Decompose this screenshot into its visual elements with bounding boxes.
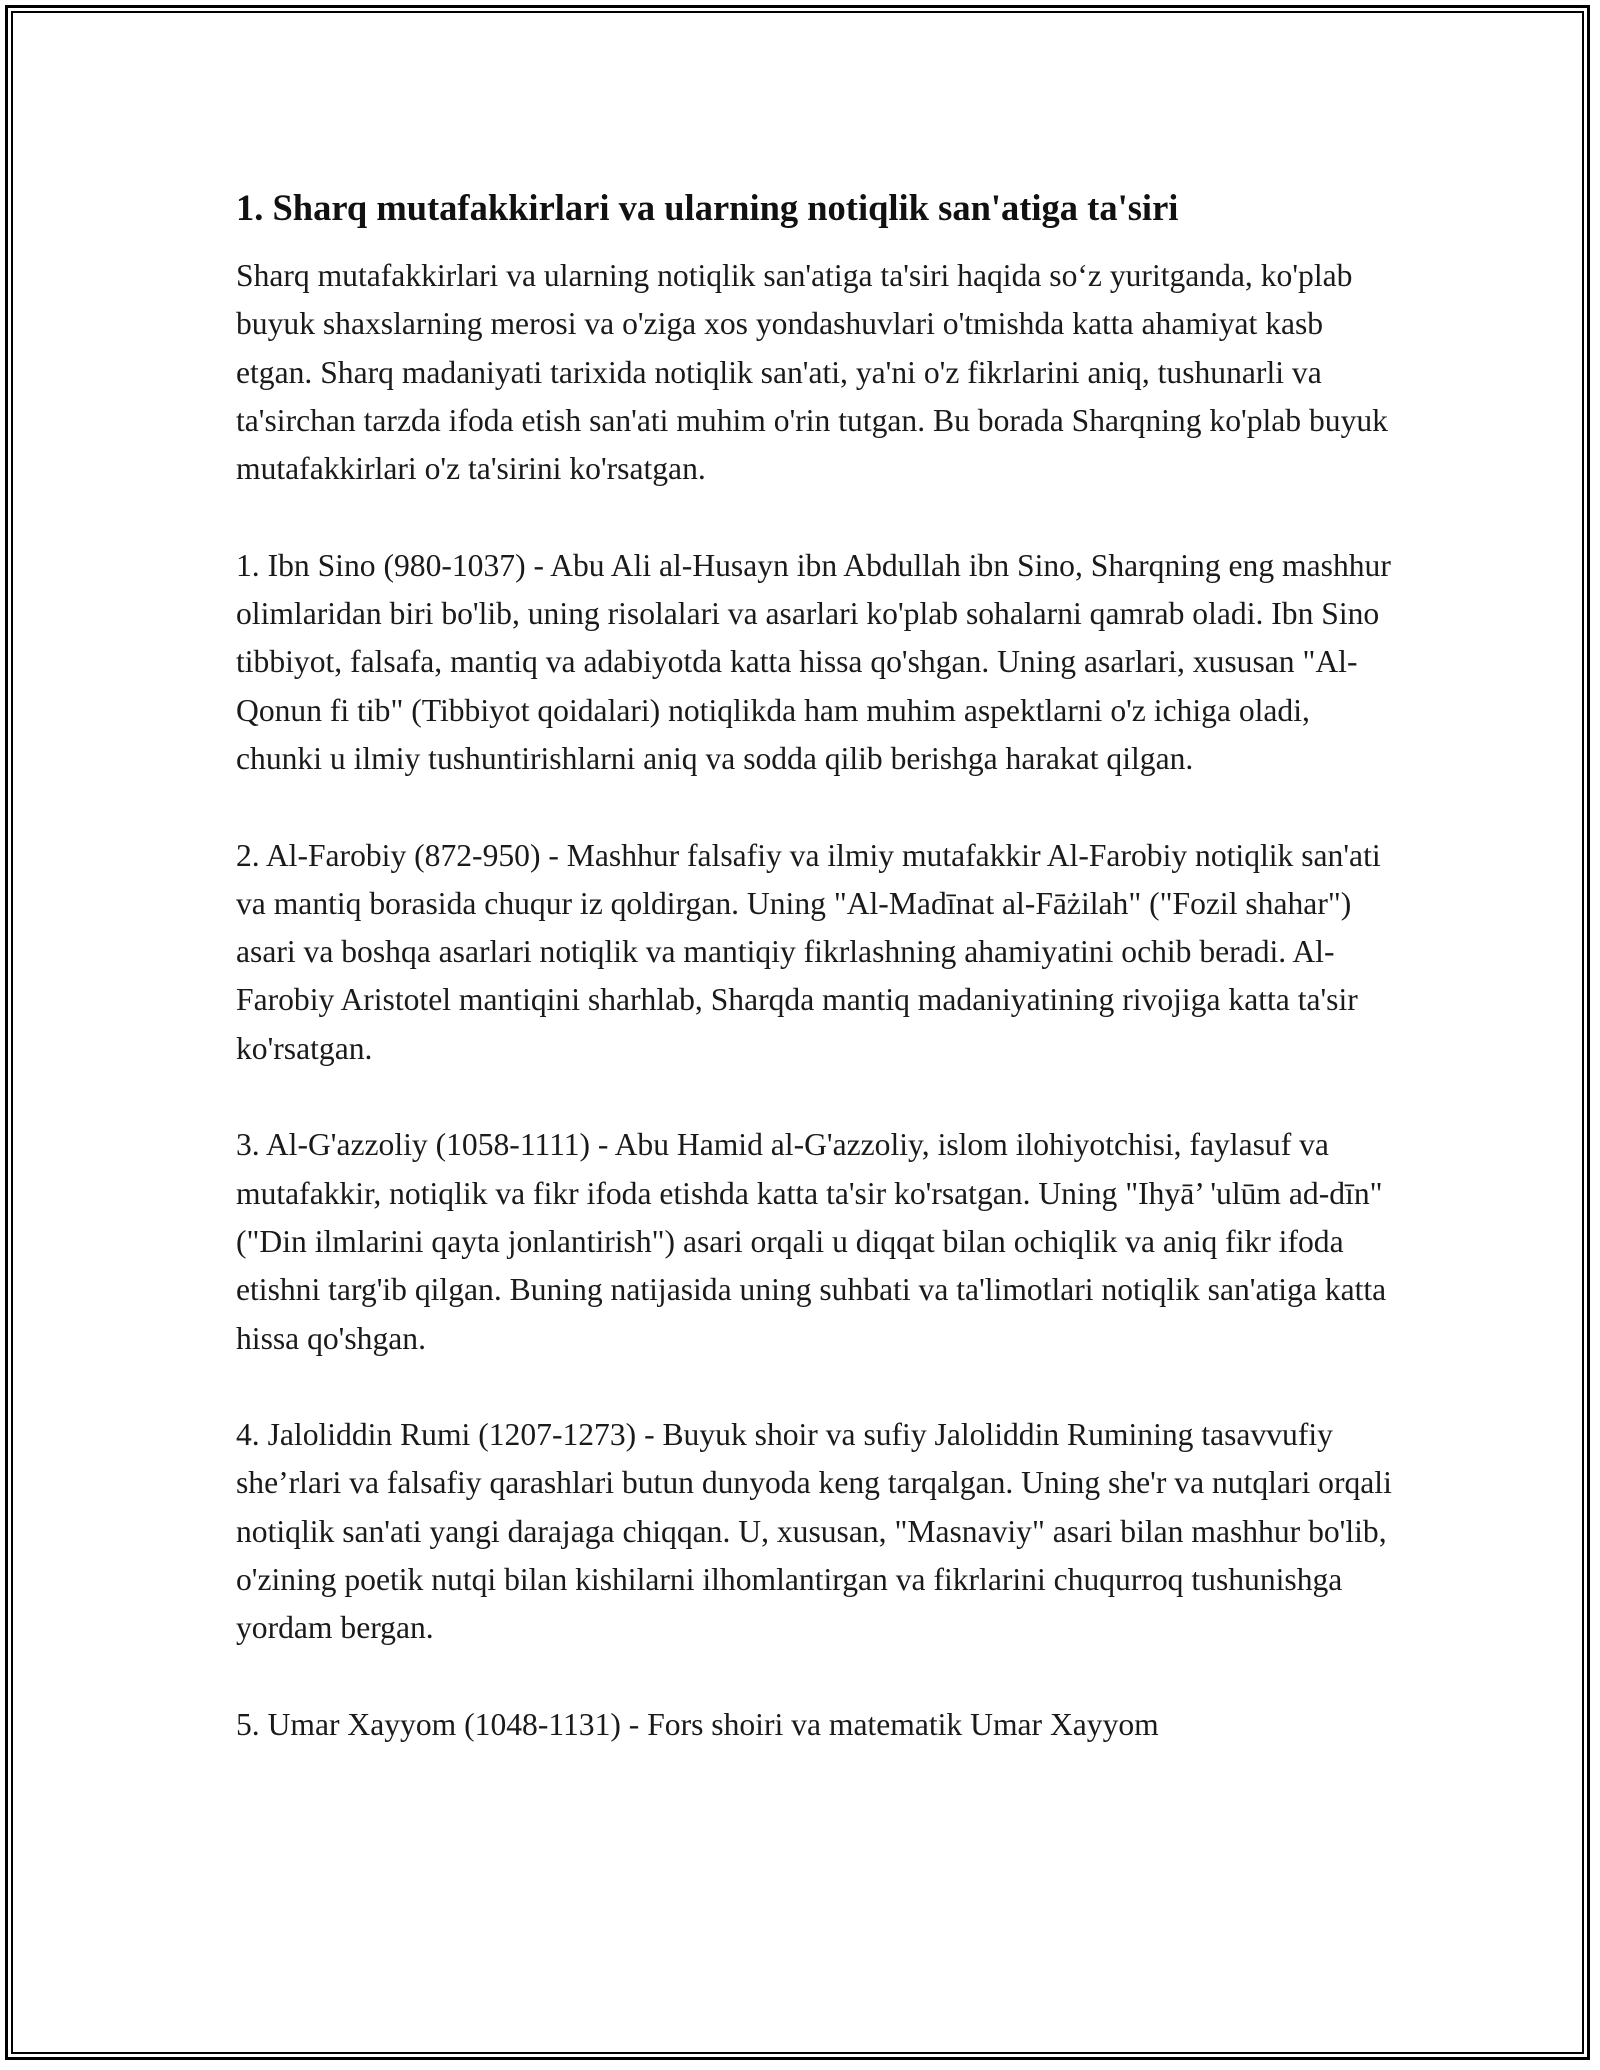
document-body xyxy=(236,184,1396,1749)
paragraph-al-gazzoliy: 3. Al-G'azzoliy (1058-1111) - Abu Hamid al-G'azzoliy, islom ilohiyotchisi, faylasuf va mutafakkir, notiqlik va fikr ifoda etishda katta ta'sir ko'rsatgan. Uning "Ihyā’ 'ulūm ad-dīn" ("Din ilmlarini qayta jonlantirish") asari orqali u diqqat bilan ochiqlik va aniq fikr ifoda etishni targ'ib qilgan. Buning natijasida uning suhbati va ta'limotlari notiqlik san'atiga katta hissa qo'shgan. xyxy=(236,1127,1387,1356)
paragraph-rumi: 4. Jaloliddin Rumi (1207-1273) - Buyuk shoir va sufiy Jaloliddin Rumining tasavvufiy she’rlari va falsafiy qarashlari butun dunyoda keng tarqalgan. Uning she'r va nutqlari orqali notiqlik san'ati yangi darajaga chiqqan. U, xususan, "Masnaviy" asari bilan mashhur bo'lib, o'zining poetik nutqi bilan kishilarni ilhomlantirgan va fikrlarini chuqurroq tushunishga yordam bergan. xyxy=(236,1417,1392,1646)
paragraph-umar-xayyom: 5. Umar Xayyom (1048-1131) - Fors shoiri va matematik Umar Xayyom xyxy=(236,1706,1159,1742)
paragraph-al-farobiy: 2. Al-Farobiy (872-950) - Mashhur falsafiy va ilmiy mutafakkir Al-Farobiy notiqlik san'ati va mantiq borasida chuqur iz qoldirgan. Uning "Al-Madīnat al-Fāżilah" ("Fozil shahar") asari va boshqa asarlari notiqlik va mantiqiy fikrlashning ahamiyatini ochib beradi. Al-Farobiy Aristotel mantiqini sharhlab, Sharqda mantiq madaniyatining rivojiga katta ta'sir ko'rsatgan. xyxy=(236,837,1381,1066)
paragraph-ibn-sino: 1. Ibn Sino (980-1037) - Abu Ali al-Husayn ibn Abdullah ibn Sino, Sharqning eng mashhur olimlaridan biri bo'lib, uning risolalari va asarlari ko'plab sohalarni qamrab oladi. Ibn Sino tibbiyot, falsafa, mantiq va adabiyotda katta hissa qo'shgan. Uning asarlari, xususan "Al-Qonun fi tib" (Tibbiyot qoidalari) notiqlikda ham muhim aspektlarni o'z ichiga oladi, chunki u ilmiy tushuntirishlarni aniq va sodda qilib berishga harakat qilgan. xyxy=(236,547,1391,776)
section-heading: 1. Sharq mutafakkirlari va ularning notiqlik san'atiga ta'siri xyxy=(236,187,1179,228)
intro-paragraph: Sharq mutafakkirlari va ularning notiqlik san'atiga ta'siri haqida so‘z yuritganda, ko'plab buyuk shaxslarning merosi va o'ziga xos yondashuvlari o'tmishda katta ahamiyat kasb etgan. Sharq madaniyati tarixida notiqlik san'ati, ya'ni o'z fikrlarini aniq, tushunarli va ta'sirchan tarzda ifoda etish san'ati muhim o'rin tutgan. Bu borada Sharqning ko'plab buyuk mutafakkirlari o'z ta'sirini ko'rsatgan. xyxy=(236,258,1388,487)
